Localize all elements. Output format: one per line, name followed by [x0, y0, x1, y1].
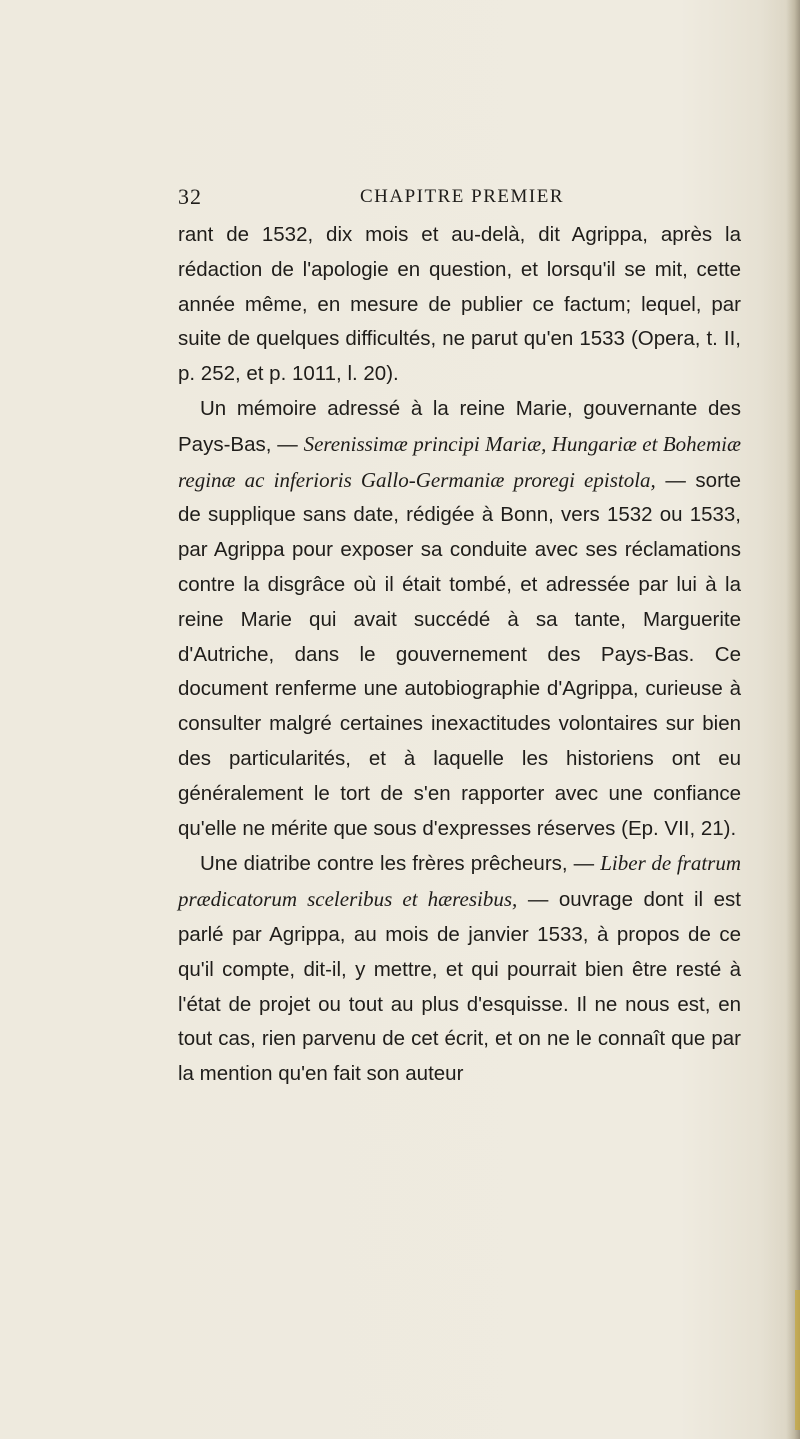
- page-number: 32: [178, 184, 202, 209]
- paragraph-2-text-b: — sorte de supplique sans date, rédigée à Bonn, vers 1532 ou 1533, par Agrippa pour exposer sa conduite avec ses réclamations contre la disgrâce où il était tombé, et adressée par lui à la reine Marie qui avait succédé à sa tante, Marguerite d'Autriche, dans le gouvernement des Pays-Bas. Ce document renferme une autobiographie d'Agrippa, curieuse à consulter malgré certaines inexactitudes volontaires sur bien des particularités, et à laquelle les historiens ont eu généralement le tort de s'en rapporter avec une confiance qu'elle ne mérite que sous d'expresses réserves (Ep. VII, 21).: [178, 468, 742, 840]
- latin-title-epistola: Serenissimæ principi Mariæ, Hungariæ et Bohemiæ reginæ ac inferioris Gallo-Germaniæ proregi epistola,: [178, 431, 741, 492]
- paragraph-1: [178, 218, 741, 392]
- page-header: [178, 184, 738, 214]
- page-edge-shadow: [786, 0, 800, 1439]
- page-edge-stain: [795, 1290, 800, 1430]
- paragraph-3: [178, 846, 741, 1092]
- paragraph-1-text: rant de 1532, dix mois et au-delà, dit Agrippa, après la rédaction de l'apologie en question, et lorsqu'il se mit, cette année même, en mesure de publier ce factum; lequel, par suite de quelques difficultés, ne parut qu'en 1533 (Opera, t. II, p. 252, et p. 1011, l. 20).: [178, 223, 741, 386]
- latin-title-liber: Liber de fratrum prædicatorum sceleribus et hæresibus,: [178, 851, 741, 912]
- running-title: CHAPITRE PREMIER: [360, 186, 564, 207]
- paragraph-2-text-a: Un mémoire adressé à la reine Marie, gouvernante des Pays-Bas, —: [178, 396, 741, 456]
- paragraph-2: [178, 392, 741, 846]
- paragraph-3-text-a: Une diatribe contre les frères prêcheurs, —: [200, 852, 601, 876]
- paragraph-3-text-b: — ouvrage dont il est parlé par Agrippa, au mois de janvier 1533, à propos de ce qu'il compte, dit-il, y mettre, et qui pourrait bien être resté à l'état de projet ou tout au plus d'esquisse. Il ne nous est, en tout cas, rien parvenu de cet écrit, et on ne le connaît que par la mention qu'en fait son auteur: [178, 888, 741, 1086]
- body-text: [178, 218, 741, 1092]
